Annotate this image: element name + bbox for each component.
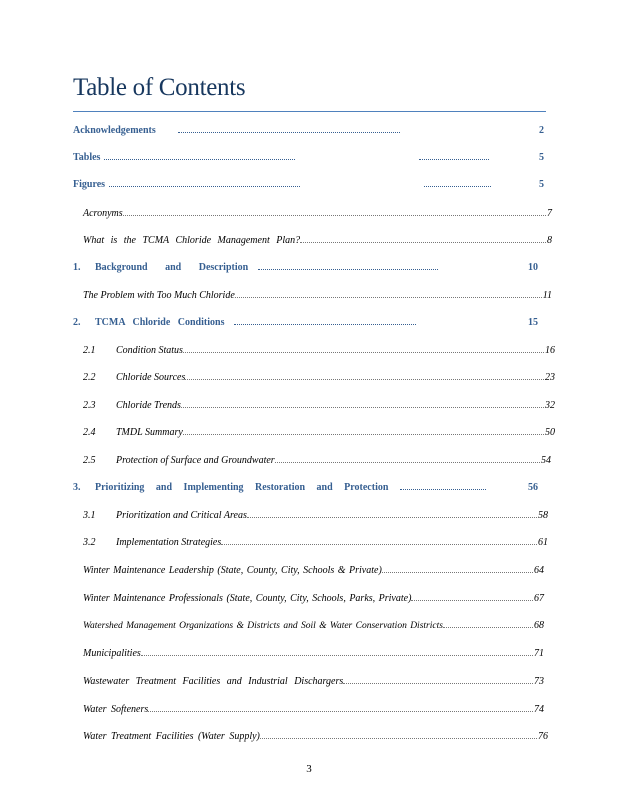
toc-section-number: 1. xyxy=(73,262,81,273)
toc-entry-section-2[interactable] xyxy=(73,314,538,328)
toc-entry-label: TCMA Chloride Conditions xyxy=(95,317,225,328)
toc-entry-label: Municipalities xyxy=(83,648,141,659)
toc-page-number: 32 xyxy=(545,400,555,411)
toc-page-number: 11 xyxy=(542,290,552,301)
toc-page-number: 76 xyxy=(538,731,548,742)
toc-entry-label: Condition Status xyxy=(116,345,183,356)
toc-entry-label: Water Treatment Facilities (Water Supply) xyxy=(83,731,260,742)
toc-section-number: 3.2 xyxy=(83,537,96,548)
toc-leader xyxy=(258,269,438,270)
toc-entry-water-softeners[interactable] xyxy=(83,701,544,715)
toc-leader xyxy=(148,711,533,712)
toc-section-number: 3.1 xyxy=(83,510,96,521)
toc-page-number: 71 xyxy=(534,648,544,659)
toc-entry-acknowledgements[interactable] xyxy=(73,122,544,136)
toc-entry-label: Tables xyxy=(73,152,101,163)
toc-entry-label: Winter Maintenance Professionals (State, County, City, Schools, Parks, Private) xyxy=(83,593,412,604)
toc-leader xyxy=(235,297,542,298)
toc-entry-label: Wastewater Treatment Facilities and Industrial Dischargers xyxy=(83,676,344,687)
toc-section-number: 2.1 xyxy=(83,345,96,356)
toc-leader xyxy=(221,544,537,545)
toc-leader xyxy=(400,489,486,490)
toc-leader xyxy=(123,215,546,216)
toc-section-number: 3. xyxy=(73,482,81,493)
toc-page-number: 5 xyxy=(539,179,544,190)
toc-page-number: 54 xyxy=(541,455,551,466)
toc-section-number: 2.4 xyxy=(83,427,96,438)
toc-page-number: 15 xyxy=(528,317,538,328)
toc-leader xyxy=(181,407,544,408)
toc-entry-label: Water Softeners xyxy=(83,704,149,715)
toc-page-number: 16 xyxy=(545,345,555,356)
page-title: Table of Contents xyxy=(73,74,246,101)
toc-page-number: 58 xyxy=(538,510,548,521)
toc-page-number: 68 xyxy=(534,620,544,631)
toc-leader xyxy=(183,352,544,353)
toc-entry-wastewater[interactable] xyxy=(83,673,544,687)
toc-entry-label: Prioritizing and Implementing Restoration and Protection xyxy=(95,482,389,493)
toc-entry-label: Figures xyxy=(73,179,106,190)
toc-entry-winter-professionals[interactable] xyxy=(83,590,544,604)
toc-page-number: 5 xyxy=(539,152,544,163)
toc-page-number: 61 xyxy=(538,537,548,548)
toc-section-number: 2.3 xyxy=(83,400,96,411)
toc-entry-2-2[interactable] xyxy=(83,369,555,383)
toc-entry-2-3[interactable] xyxy=(83,397,555,411)
toc-leader xyxy=(109,186,300,187)
toc-entry-section-3[interactable] xyxy=(73,479,538,493)
toc-entry-water-treatment[interactable] xyxy=(83,728,548,742)
toc-entry-label: Background and Description xyxy=(95,262,249,273)
toc-entry-2-4[interactable] xyxy=(83,424,555,438)
toc-entry-3-1[interactable] xyxy=(83,507,548,521)
toc-leader xyxy=(178,132,400,133)
title-divider xyxy=(73,111,546,112)
toc-entry-watershed-management[interactable] xyxy=(83,617,544,631)
toc-entry-problem-chloride[interactable] xyxy=(83,287,552,301)
toc-leader xyxy=(343,683,533,684)
toc-leader xyxy=(183,434,544,435)
toc-entry-municipalities[interactable] xyxy=(83,645,544,659)
toc-section-number: 2.2 xyxy=(83,372,96,383)
toc-entry-label: Acronyms xyxy=(83,208,123,219)
toc-section-number: 2.5 xyxy=(83,455,96,466)
toc-entry-winter-leadership[interactable] xyxy=(83,562,544,576)
toc-page-number: 23 xyxy=(545,372,555,383)
toc-page-number: 50 xyxy=(545,427,555,438)
toc-page-number: 2 xyxy=(539,125,544,136)
toc-page-number: 74 xyxy=(534,704,544,715)
toc-page-number: 10 xyxy=(528,262,538,273)
page-number: 3 xyxy=(306,763,312,775)
toc-entry-label: Protection of Surface and Groundwater xyxy=(116,455,275,466)
toc-entry-label: Acknowledgements xyxy=(73,125,156,136)
toc-entry-2-1[interactable] xyxy=(83,342,555,356)
toc-leader xyxy=(300,242,546,243)
toc-entry-3-2[interactable] xyxy=(83,534,548,548)
toc-entry-tables[interactable] xyxy=(73,149,544,163)
toc-entry-acronyms[interactable] xyxy=(83,205,552,219)
toc-section-number: 2. xyxy=(73,317,81,328)
toc-entry-label: Watershed Management Organizations & Districts and Soil & Water Conservation Districts xyxy=(83,621,443,631)
toc-entry-label: Winter Maintenance Leadership (State, County, City, Schools & Private) xyxy=(83,565,382,576)
toc-leader xyxy=(424,186,491,187)
toc-entry-label: Implementation Strategies xyxy=(116,537,222,548)
toc-page-number: 73 xyxy=(534,676,544,687)
toc-leader xyxy=(234,324,416,325)
toc-page-number: 8 xyxy=(547,235,552,246)
toc-entry-label: Chloride Sources xyxy=(116,372,186,383)
toc-leader xyxy=(104,159,295,160)
toc-leader xyxy=(275,462,540,463)
toc-entry-label: Chloride Trends xyxy=(116,400,181,411)
toc-entry-section-1[interactable] xyxy=(73,259,538,273)
toc-entry-label: Prioritization and Critical Areas xyxy=(116,510,247,521)
toc-entry-2-5[interactable] xyxy=(83,452,551,466)
toc-entry-what-is-plan[interactable] xyxy=(83,232,552,246)
toc-page-number: 67 xyxy=(534,593,544,604)
toc-entry-label: TMDL Summary xyxy=(116,427,183,438)
toc-leader xyxy=(382,572,533,573)
toc-leader xyxy=(443,627,533,628)
toc-leader xyxy=(411,600,533,601)
toc-leader xyxy=(260,738,537,739)
toc-entry-label: The Problem with Too Much Chloride xyxy=(83,290,235,301)
toc-leader xyxy=(419,159,489,160)
toc-leader xyxy=(247,517,537,518)
toc-entry-figures[interactable] xyxy=(73,176,544,190)
toc-leader xyxy=(185,379,544,380)
toc-entry-label: What is the TCMA Chloride Management Plan? xyxy=(83,235,301,246)
toc-page-number: 64 xyxy=(534,565,544,576)
toc-page-number: 7 xyxy=(547,208,552,219)
toc-page-number: 56 xyxy=(528,482,538,493)
toc-leader xyxy=(141,655,533,656)
